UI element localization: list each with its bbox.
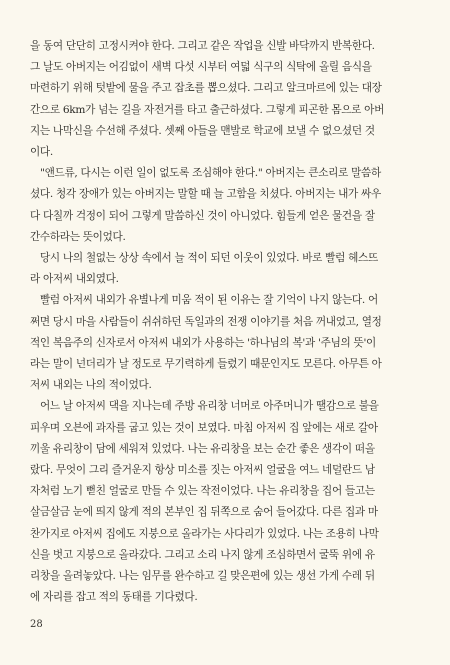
text-line: 살금살금 눈에 띄지 않게 적의 본부인 집 뒤쪽으로 숨어 들어갔다. 다른 집과 마 [30,506,378,519]
body-text [30,36,422,608]
text-line: 신을 벗고 지붕으로 올라갔다. 그리고 소리 나지 않게 조심하면서 굴뚝 위에 유 [30,548,375,561]
text-line: 지는 나막신을 수선해 주셨다. 셋째 아들을 맨발로 학교에 보낼 수 없으셨던 것 [30,124,375,137]
text-line: 리창을 올려놓았다. 나는 임무를 완수하고 길 맞은편에 있는 생선 가게 수레 뒤 [30,570,375,583]
text-line: 마련하기 위해 텃밭에 물을 주고 잡초를 뽑으셨다. 그리고 알크마르에 있는 대장 [30,82,382,95]
text-line: 당시 나의 철없는 상상 속에서 늘 적이 되던 이웃이 있었다. 바로 빨럼 헤스뜨 [40,252,378,265]
text-line: "앤드류, 다시는 이런 일이 없도록 조심해야 한다." 아버지는 큰소리로 말씀하 [40,167,381,180]
text-line: 적인 복음주의 신자로서 아저씨 내외가 사용하는 '하나님의 복'과 '주님의 뜻'이 [30,336,376,349]
text-line: 이다. [30,146,53,159]
text-line: 다 다칠까 걱정이 되어 그렇게 말씀하신 것이 아니었다. 힘들게 얻은 물건을 잘 [30,209,375,222]
text-line: 간으로 6km가 넘는 길을 자전거를 타고 출근하셨다. 그렇게 피곤한 몸으로 아버 [30,103,385,116]
text-line: 라는 말이 넌더리가 날 정도로 무기력하게 들렸기 때문인지도 모른다. 아무튼 아 [30,358,382,371]
text-line: 랐다. 무엇이 그리 즐거운지 항상 미소를 짓는 아저씨 얼굴을 여느 네덜란드 남 [30,464,375,477]
text-line: 자처럼 노기 뻗친 얼굴로 만들 수 있는 작전이었다. 나는 유리창을 집어 들고는 [30,485,375,498]
text-line: 라 아저씨 내외였다. [30,273,119,286]
text-line: 쩌면 당시 마을 사람들이 쉬쉬하던 독일과의 전쟁 이야기를 처음 꺼내었고, 열정 [30,315,382,328]
text-line: 찬가지로 아저씨 집에도 지붕으로 올라가는 사다리가 있었다. 나는 조용히 나막 [30,527,379,540]
text-line: 피우며 오븐에 과자를 굽고 있는 것이 보였다. 마침 아저씨 집 앞에는 새로 갈아 [30,421,378,434]
text-line: 에 자리를 잡고 적의 동태를 기다렸다. [30,591,198,604]
text-line: 어느 날 아저씨 댁을 지나는데 주방 유리창 너머로 아주머니가 땔감으로 불을 [40,400,379,413]
text-line: 셨다. 청각 장애가 있는 아버지는 말할 때 늘 고함을 치셨다. 아버지는 내가 싸우 [30,188,381,201]
text-line: 끼울 유리창이 담에 세워져 있었다. 나는 유리창을 보는 순간 좋은 생각이 떠올 [30,442,375,455]
text-line: 간수하라는 뜻이었다. [30,230,126,243]
text-line: 빨럼 아저씨 내외가 유별나게 미움 적이 된 이유는 잘 기억이 나지 않는다. 어 [40,294,378,307]
page-number: 28 [30,619,43,630]
text-line: 을 동여 단단히 고정시켜야 한다. 그리고 같은 작업을 신발 바닥까지 반복한다. [30,40,375,52]
text-line: 그 날도 아버지는 어김없이 새벽 다섯 시부터 여덟 식구의 식탁에 올릴 음식을 [30,61,372,74]
text-line: 저씨 내외는 나의 적이었다. [30,379,152,392]
